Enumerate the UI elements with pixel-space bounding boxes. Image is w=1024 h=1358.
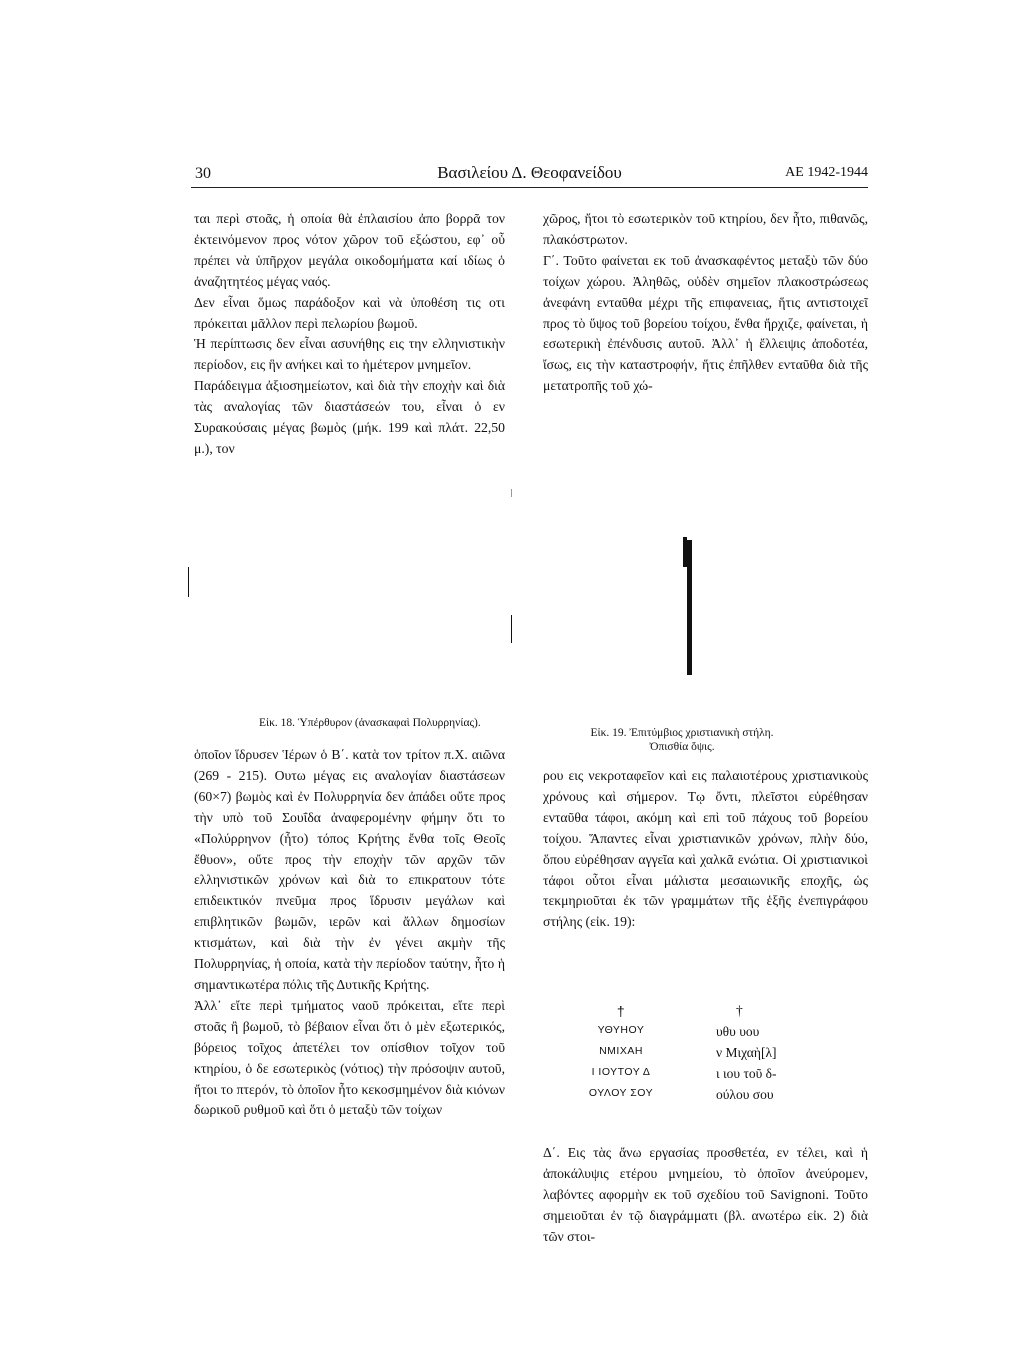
paragraph: ται περὶ στοᾶς, ἡ οποία θὰ ἐπλαισίου ἀπο βορρᾶ τον ἐκτεινόμενον προς νότον χῶρον τοῦ εξώστου, εφ᾽ οὗ πρέπει νὰ ὑπῆρχον μεγάλα οικοδομήματα καί ιδίως ὁ ἀναζητητέος μέγας ναός. — [194, 211, 505, 289]
inscription-reading: ούλου σου — [716, 1087, 774, 1102]
inscription-reading: υθυ υου — [716, 1024, 760, 1039]
inscription-reading: ι ιου τοῦ δ- — [716, 1066, 777, 1081]
scan-mark — [511, 489, 512, 497]
paragraph: Δεν εἶναι ὅμως παράδοξον καὶ νὰ ὑποθέση τις οτι πρόκειται μᾶλλον περὶ πελωρίου βωμοῦ. — [194, 294, 505, 331]
paragraph: Παράδειγμα ἀξιοσημείωτον, καὶ διὰ τὴν εποχὴν καὶ διὰ τὰς αναλογίας τῶν διαστάσεών του, εἶναι ὁ εν Συρακούσαις μέγας βωμὸς (μήκ. 199 καὶ πλάτ. 22,50 μ.), τον — [194, 378, 505, 456]
caption-line: Εἰκ. 19. Ἐπιτύμβιος χριστιανικὴ στήλη. — [590, 727, 774, 739]
paragraph: Ἀλλ᾽ εἴτε περὶ τμήματος ναοῦ πρόκειται, εἴτε περὶ στοᾶς ἢ βωμοῦ, τὸ βέβαιον εἶναι ὅτι ὁ μὲν εξωτερικός, βόρειος τοῖχος ἀπετέλει τον οπίσθιον τοῖχον τοῦ κτηρίου, ὁ δε εσωτερικὸς (νότιος) τὴν πρόσοψιν αυτοῦ, ἤτοι το πτερόν, τὸ ὁποῖον ἦτο κεκοσμημένον διὰ κιόνων δωρικοῦ ρυθμοῦ καὶ ὅτι ὁ μεταξὺ τῶν τοίχων — [194, 997, 505, 1118]
left-column-top — [194, 209, 505, 460]
figure-18-image-area — [180, 475, 520, 705]
figure-19-image-area — [530, 475, 870, 705]
inscription-reading: ν Μιχαὴ[λ] — [716, 1045, 777, 1060]
paragraph: Δ΄. Εις τὰς ἄνω εργασίας προσθετέα, εν τέλει, καὶ ἡ ἀποκάλυψις ετέρου μνημείου, τὸ ὁποῖον ἀνεύρομεν, λαβόντες αφορμὴν εκ τοῦ σχεδίου τοῦ Savignoni. Τοῦτο σημειοῦται ἐν τῷ διαγράμματι (βλ. ανωτέρω εἰκ. 2) διὰ τῶν στοι- — [543, 1145, 868, 1244]
scan-mark — [188, 567, 189, 597]
paragraph: ρου εις νεκροταφεῖον καὶ εις παλαιοτέρους χριστιανικοὺς χρόνους καὶ σήμερον. Τῳ ὄντι, πλεῖστοι εὑρέθησαν ενταῦθα τάφοι, ακόμη καὶ επὶ τοῦ πάχους τοῦ βορείου τοίχου. Ἅπαντες εἶναι χριστιανικῶν χρόνων, πλὴν δύο, ὅπου εὑρέθησαν αγγεῖα καὶ χαλκᾶ ενώτια. Οἱ χριστιανικοὶ τάφοι οὗτοι εἶναι μάλιστα μεσαιωνικῆς εποχῆς, ὡς τεκμηριοῦται ἐκ τῶν γραμμάτων τῆς ἑξῆς ἐνεπιγράφου στήλης (εἰκ. 19): — [543, 768, 868, 930]
caption-line: Ὀπισθία ὄψις. — [649, 741, 715, 753]
cross-symbol: † — [616, 1003, 626, 1019]
journal-year: ΑΕ 1942-1944 — [785, 165, 868, 180]
right-column-final — [543, 1143, 868, 1248]
right-column-bottom — [543, 766, 868, 933]
stele-edge-line — [683, 537, 687, 567]
running-header — [191, 163, 868, 188]
left-column-bottom — [194, 745, 505, 1121]
page-number: 30 — [195, 165, 211, 182]
right-column-top — [543, 209, 868, 397]
figure-19-caption — [582, 726, 782, 754]
inscription-greek: ΟΥΛΟΥ ΣΟΥ — [588, 1087, 654, 1099]
paragraph: ὁποῖον ἵδρυσεν Ἱέρων ὁ Β΄. κατὰ τον τρίτον π.Χ. αιῶνα (269 - 215). Ουτω μέγας εις αναλογίαν διαστάσεων (60×7) βωμὸς καὶ ἐν Πολυρρηνία δεν ἀπάδει οὔτε προς τὴν υπὸ τοῦ Σουΐδα ἀναφερομένην φήμην ὅτι το «Πολύρρηνον (ἦτο) τόπος Κρήτης ἔνθα τοῖς Θεοῖς ἔθυον», οὔτε προς τὴν εποχὴν τῶν αρχῶν τῶν ελληνιστικῶν χρόνων καὶ διὰ το επικρατουν τότε επιδεικτικόν πνεῦμα προς ἵδρυσιν μεγάλων καὶ επιβλητικῶν βωμῶν, ιερῶν καὶ ἄλλων δημοσίων κτισμάτων, καὶ διὰ τὴν ἐν γένει ακμὴν τῆς Πολυρρηνίας, ἡ οποία, κατὰ τὴν περίοδον ταύτην, ἦτο ἡ σημαντικωτέρα πόλις τῆς Δυτικῆς Κρήτης. — [194, 747, 505, 992]
paragraph: Ἡ περίπτωσις δεν εἶναι ασυνήθης εις την ελληνιστικὴν περίοδον, εις ἣν ανήκει καὶ το ἡμέτερον μνημεῖον. — [194, 336, 505, 373]
inscription-greek: Ι ΙΟΥΤΟΥ Δ — [591, 1066, 651, 1078]
scan-mark — [511, 615, 512, 643]
inscription-greek: ΥΘΥΗΟΥ — [597, 1024, 645, 1036]
figure-18-caption: Εἰκ. 18. Ὑπέρθυρον (ἀνασκαφαὶ Πολυρρηνίας). — [259, 717, 481, 729]
inscription-greek: ΝΜΙΧΑΗ — [599, 1045, 643, 1057]
stele-edge-line — [687, 540, 692, 675]
author-name: Βασιλείου Δ. Θεοφανείδου — [437, 163, 622, 182]
cross-symbol: † — [736, 1003, 743, 1018]
paragraph: χῶρος, ἤτοι τὸ εσωτερικὸν τοῦ κτηρίου, δεν ἦτο, πιθανῶς, πλακόστρωτον. — [543, 211, 868, 247]
paragraph: Γ΄. Τοῦτο φαίνεται εκ τοῦ ἀνασκαφέντος μεταξὺ τῶν δύο τοίχων χώρου. Ἀληθῶς, οὐδὲν σημεῖον πλακοστρώσεως ἀνεφάνη ενταῦθα μέχρι τῆς επιφανειας, ἥτις αντιστοιχεῖ προς τὸ ὕψος τοῦ βορείου τοίχου, ἔνθα ἤρχιζε, φαίνεται, ἡ εσωτερικὴ ἐπένδυσις αυτοῦ. Ἀλλ᾽ ἡ ἔλλειψις ἀποδοτέα, ἴσως, εις τὴν καταστροφήν, ἥτις ἐπῆλθεν ενταῦθα διὰ τῆς μετατροπῆς τοῦ χώ- — [543, 252, 868, 394]
